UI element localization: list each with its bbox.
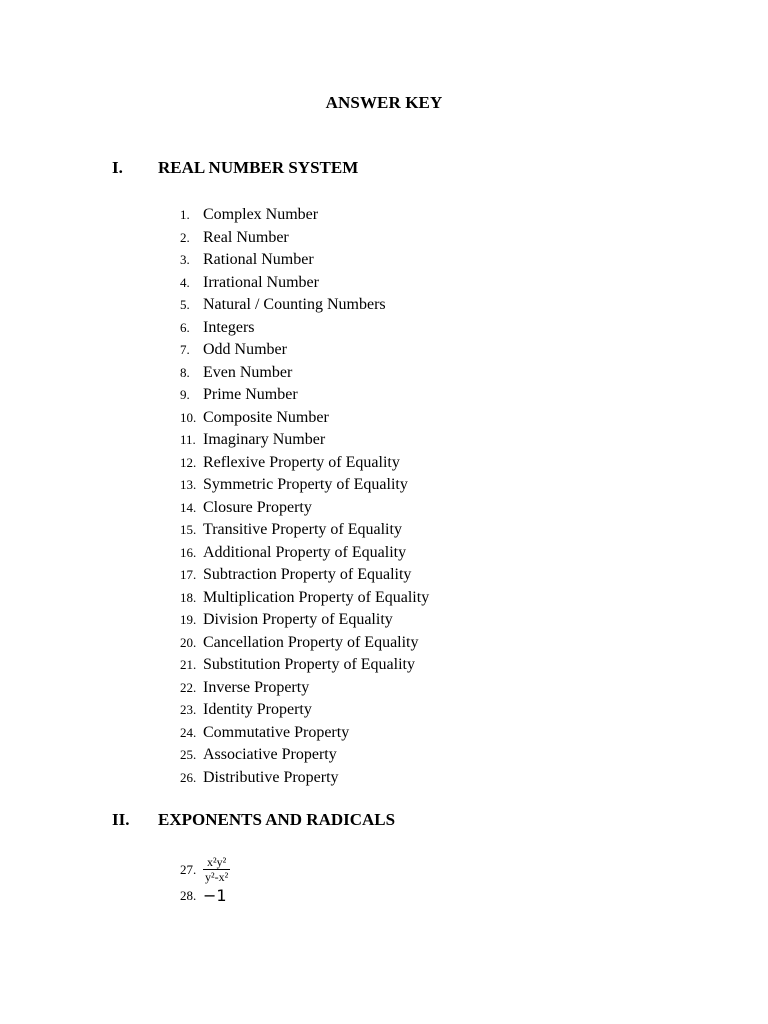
list-item	[180, 677, 429, 700]
fraction-denominator: y²-x²	[205, 870, 229, 884]
item-number: 20.	[180, 634, 197, 650]
item-text: Imaginary Number	[203, 431, 326, 448]
item-number: 14.	[180, 499, 197, 515]
item-number: 16.	[180, 544, 197, 560]
list-item	[180, 452, 429, 475]
section-number: I.	[112, 158, 123, 177]
list-item	[180, 855, 230, 884]
item-text: Integers	[203, 318, 255, 336]
real-number-answer-list	[180, 204, 429, 789]
list-item	[180, 587, 429, 610]
page-title: ANSWER KEY	[325, 93, 443, 112]
item-text: Associative Property	[203, 746, 337, 763]
item-text: Complex Number	[203, 206, 319, 223]
list-item	[180, 204, 429, 227]
item-text: Reflexive Property of Equality	[203, 453, 400, 471]
item-number: 24.	[180, 724, 197, 740]
item-number: 25.	[180, 747, 197, 762]
item-number: 13.	[180, 477, 197, 492]
fraction-numerator: x²y²	[207, 855, 227, 869]
item-text: Transitive Property of Equality	[203, 521, 402, 538]
item-text: Multiplication Property of Equality	[203, 588, 430, 606]
item-text: Irrational Number	[203, 273, 319, 291]
item-text: Substitution Property of Equality	[203, 656, 415, 673]
item-number: 28.	[180, 887, 197, 903]
item-number: 19.	[180, 612, 197, 627]
list-item	[180, 699, 429, 722]
item-text: Commutative Property	[203, 723, 350, 741]
item-number: 17.	[180, 567, 197, 582]
item-number: 5.	[180, 297, 190, 312]
item-number: 12.	[180, 454, 197, 470]
section-title: EXPONENTS AND RADICALS	[158, 810, 396, 829]
item-text: Subtraction Property of Equality	[203, 566, 412, 583]
list-item	[180, 722, 429, 745]
section-title: REAL NUMBER SYSTEM	[158, 158, 359, 177]
section-number: II.	[112, 810, 130, 829]
list-item	[180, 519, 429, 542]
exponent-answer-list	[180, 855, 230, 905]
list-item	[180, 609, 429, 632]
list-item	[180, 429, 429, 452]
item-text: Composite Number	[203, 408, 329, 426]
item-text: Natural / Counting Numbers	[203, 296, 386, 313]
section-heading-real-number-system	[112, 158, 358, 178]
item-number: 7.	[180, 342, 190, 357]
list-item	[180, 564, 429, 587]
list-item	[180, 227, 429, 250]
item-number: 26.	[180, 769, 197, 785]
list-item	[180, 317, 429, 340]
item-text: Even Number	[203, 363, 293, 381]
item-text: Real Number	[203, 228, 289, 246]
item-text: Symmetric Property of Equality	[203, 476, 408, 493]
section-heading-exponents-and-radicals	[112, 810, 395, 830]
list-item	[180, 474, 429, 497]
list-item	[180, 294, 429, 317]
list-item	[180, 384, 429, 407]
list-item	[180, 497, 429, 520]
item-number: 21.	[180, 657, 197, 672]
item-text: Odd Number	[203, 341, 287, 358]
fraction-answer	[203, 855, 230, 884]
list-item	[180, 542, 429, 565]
list-item	[180, 654, 429, 677]
item-number: 2.	[180, 229, 190, 245]
item-number: 11.	[180, 432, 196, 447]
item-number: 8.	[180, 364, 190, 380]
item-text: Cancellation Property of Equality	[203, 633, 419, 651]
item-number: 18.	[180, 589, 197, 605]
list-item	[180, 339, 429, 362]
item-number: 27.	[180, 861, 197, 877]
item-text: Identity Property	[203, 701, 312, 718]
item-text: Division Property of Equality	[203, 611, 393, 628]
list-item	[180, 362, 429, 385]
list-item	[180, 407, 429, 430]
list-item	[180, 767, 429, 790]
item-text: Rational Number	[203, 251, 314, 268]
list-item	[180, 744, 429, 767]
list-item	[180, 249, 429, 272]
item-number: 6.	[180, 319, 190, 335]
item-text: Prime Number	[203, 386, 298, 403]
item-number: 22.	[180, 679, 197, 695]
item-number: 3.	[180, 252, 190, 267]
list-item	[180, 886, 230, 905]
item-number: 23.	[180, 702, 197, 717]
list-item	[180, 272, 429, 295]
list-item	[180, 632, 429, 655]
item-number: 15.	[180, 522, 197, 537]
item-number: 1.	[180, 207, 190, 222]
math-answer: −1	[203, 886, 227, 905]
item-text: Closure Property	[203, 498, 312, 516]
item-number: 10.	[180, 409, 197, 425]
item-number: 9.	[180, 387, 190, 402]
item-number: 4.	[180, 274, 190, 290]
item-text: Inverse Property	[203, 678, 310, 696]
item-text: Additional Property of Equality	[203, 543, 407, 561]
item-text: Distributive Property	[203, 768, 339, 786]
